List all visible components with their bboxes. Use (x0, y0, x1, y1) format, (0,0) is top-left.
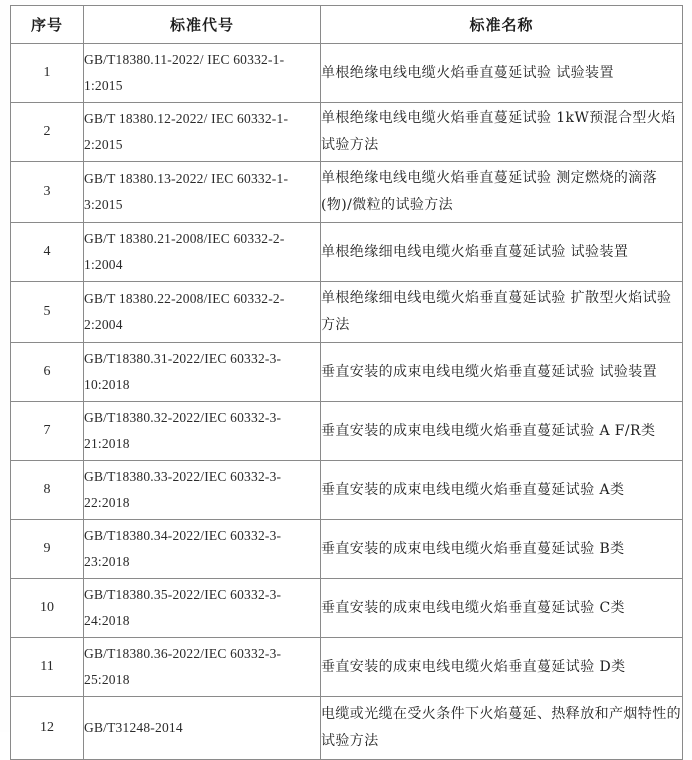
cell-standard-code: GB/T18380.33-2022/IEC 60332-3-22:2018 (84, 461, 321, 520)
cell-serial-number: 11 (11, 638, 84, 697)
table-row (11, 223, 683, 282)
cell-standard-code: GB/T18380.31-2022/IEC 60332-3-10:2018 (84, 343, 321, 402)
column-header-name: 标准名称 (321, 6, 683, 44)
table-header-row (11, 6, 683, 44)
table-row (11, 282, 683, 343)
table-row (11, 402, 683, 461)
cell-standard-code: GB/T 18380.12-2022/ IEC 60332-1-2:2015 (84, 103, 321, 162)
table-row (11, 638, 683, 697)
table-row (11, 103, 683, 162)
cell-serial-number: 2 (11, 103, 84, 162)
cell-standard-code: GB/T 18380.22-2008/IEC 60332-2-2:2004 (84, 282, 321, 343)
standards-table-wrapper (10, 5, 682, 760)
cell-standard-name: 垂直安装的成束电线电缆火焰垂直蔓延试验 A类 (321, 461, 683, 520)
cell-standard-name: 单根绝缘细电线电缆火焰垂直蔓延试验 扩散型火焰试验方法 (321, 282, 683, 343)
cell-standard-name: 单根绝缘电线电缆火焰垂直蔓延试验 试验装置 (321, 44, 683, 103)
cell-serial-number: 7 (11, 402, 84, 461)
cell-standard-name: 单根绝缘细电线电缆火焰垂直蔓延试验 试验装置 (321, 223, 683, 282)
cell-serial-number: 1 (11, 44, 84, 103)
table-body (11, 44, 683, 760)
table-row (11, 343, 683, 402)
cell-serial-number: 9 (11, 520, 84, 579)
table-row (11, 520, 683, 579)
table-row (11, 162, 683, 223)
cell-standard-name: 电缆或光缆在受火条件下火焰蔓延、热释放和产烟特性的试验方法 (321, 697, 683, 760)
cell-serial-number: 3 (11, 162, 84, 223)
table-row (11, 697, 683, 760)
standards-table (10, 5, 683, 760)
column-header-code: 标准代号 (84, 6, 321, 44)
cell-serial-number: 5 (11, 282, 84, 343)
cell-standard-name: 垂直安装的成束电线电缆火焰垂直蔓延试验 A F/R类 (321, 402, 683, 461)
cell-standard-code: GB/T18380.32-2022/IEC 60332-3-21:2018 (84, 402, 321, 461)
cell-standard-code: GB/T18380.35-2022/IEC 60332-3-24:2018 (84, 579, 321, 638)
table-row (11, 579, 683, 638)
cell-serial-number: 10 (11, 579, 84, 638)
cell-standard-code: GB/T18380.34-2022/IEC 60332-3-23:2018 (84, 520, 321, 579)
cell-serial-number: 8 (11, 461, 84, 520)
cell-serial-number: 12 (11, 697, 84, 760)
table-row (11, 461, 683, 520)
column-header-no: 序号 (11, 6, 84, 44)
cell-serial-number: 6 (11, 343, 84, 402)
cell-standard-name: 垂直安装的成束电线电缆火焰垂直蔓延试验 D类 (321, 638, 683, 697)
cell-standard-code: GB/T18380.11-2022/ IEC 60332-1-1:2015 (84, 44, 321, 103)
cell-standard-code: GB/T 18380.21-2008/IEC 60332-2-1:2004 (84, 223, 321, 282)
cell-standard-name: 垂直安装的成束电线电缆火焰垂直蔓延试验 C类 (321, 579, 683, 638)
cell-standard-name: 单根绝缘电线电缆火焰垂直蔓延试验 测定燃烧的滴落(物)/微粒的试验方法 (321, 162, 683, 223)
cell-standard-name: 垂直安装的成束电线电缆火焰垂直蔓延试验 B类 (321, 520, 683, 579)
cell-standard-name: 垂直安装的成束电线电缆火焰垂直蔓延试验 试验装置 (321, 343, 683, 402)
cell-standard-code: GB/T 18380.13-2022/ IEC 60332-1-3:2015 (84, 162, 321, 223)
cell-standard-code: GB/T31248-2014 (84, 697, 321, 760)
cell-standard-code: GB/T18380.36-2022/IEC 60332-3-25:2018 (84, 638, 321, 697)
cell-serial-number: 4 (11, 223, 84, 282)
table-header (11, 6, 683, 44)
table-row (11, 44, 683, 103)
cell-standard-name: 单根绝缘电线电缆火焰垂直蔓延试验 1kW预混合型火焰试验方法 (321, 103, 683, 162)
